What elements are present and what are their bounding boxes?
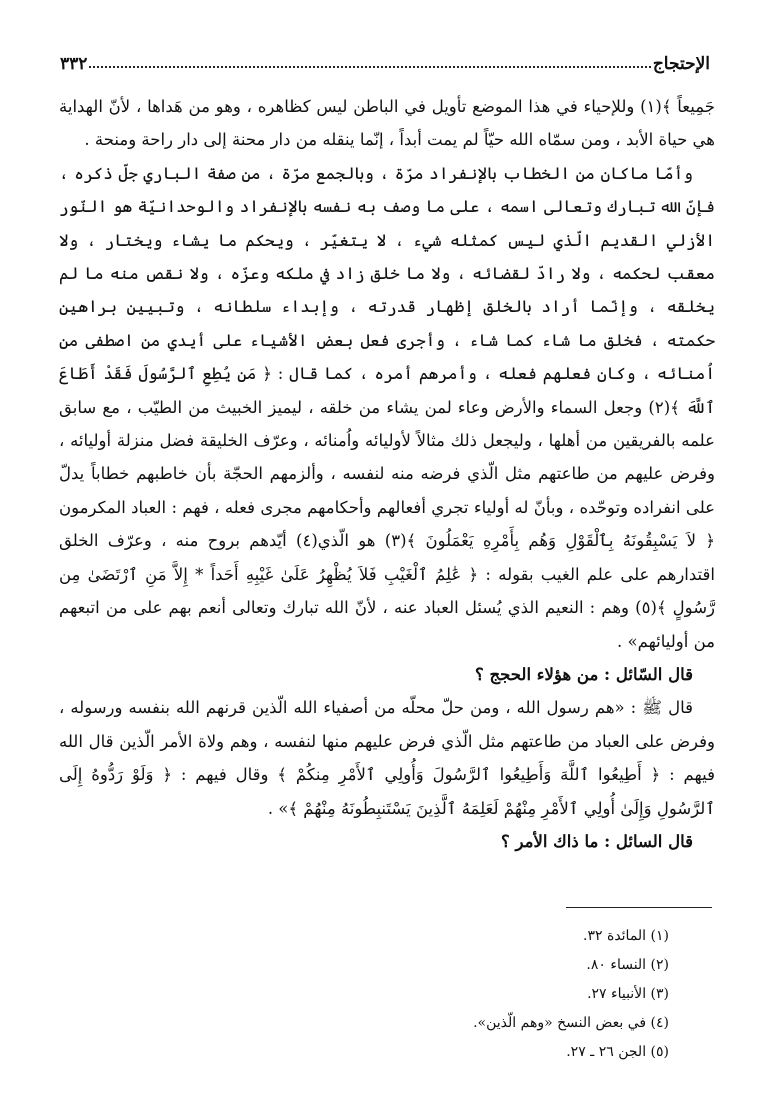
- paragraph-singular-plural-address: وأمّا ماكان من الخطاب بالإنفراد مرّة ، وبالجمع مرّة ، من صفة الباري جلّ ذكره ، فإنّ الله تبارك وتعالى اسمه ، على ما وصف به نفسه بالإنفراد والوحدانيّة هو النّور الأزلي القديم الّذي ليس كمثله شيء ، لا يتغيّر ، ويحكم ما يشاء ويختار ، ولا معقب لحكمه ، ولا رادّ لقضائه ، ولا ما خلق زاد في ملكه وعزّه ، ولا نقص منه ما لم يخلقه ، وإنّما أراد بالخلق إظهار قدرته ، وإبداء سلطانه ، وتبيين براهين حكمته ، فخلق ما شاء كما شاء ، وأجرى فعل بعض الأشياء على أيدي من اصطفى من اُمنائه ، وكان فعلهم فعله ، وأمرهم أمره ، كما قال : ﴿ مَن يُطِعِ ٱلرَّسُولَ فَقَدْ أَطَاعَ ٱللَّهَ ﴾(٢) وجعل السماء والأرض وعاء لمن يشاء من خلقه ، ليميز الخبيث من الطيّب ، مع سابق علمه بالفريقين من أهلها ، وليجعل ذلك مثالاً لأوليائه واُمنائه ، وعرّف الخليقة فضل منزلة أوليائه ، وفرض عليهم من طاعتهم مثل الّذي فرضه منه لنفسه ، وألزمهم الحجّة بأن خاطبهم خطاباً يدلّ على انفراده وتوحّده ، وبأنّ له أولياء تجري أفعالهم وأحكامهم مجرى فعله ، فهم : العباد المكرمون ﴿ لاَ يَسْبِقُونَهُ بِٱلْقَوْلِ وَهُم بِأَمْرِهِ يَعْمَلُونَ ﴾(٣) هو الّذي(٤) أيّدهم بروح منه ، وعرّف الخلق اقتدارهم على علم الغيب بقوله : ﴿ عَٰلِمُ ٱلْغَيْبِ فَلاَ يُظْهِرُ عَلَىٰ غَيْبِهِ أَحَداً * إِلاَّ مَنِ ٱرْتَضَىٰ مِن رَّسُولٍ ﴾(٥) وهم : النعيم الذي يُسئل العباد عنه ، لأنّ الله تبارك وتعالى أنعم بهم على من اتبعهم من أوليائهم» .: [59, 163, 716, 651]
- running-title: الإحتجاج: [652, 54, 710, 74]
- page-header: [60, 42, 710, 74]
- footnote-1: (١) المائدة ٣٢.: [583, 928, 669, 944]
- dot-leader: [89, 65, 650, 68]
- paragraph-opening: جَمِيعاً ﴾(١) وللإحياء في هذا الموضع تأويل في الباطن ليس كظاهره ، وهو من هَداها ، لأنّ الهداية هي حياة الأبد ، ومن سمّاه الله حيّاً لم يمت أبداً ، إنّما ينقله من دار محنة إلى دار راحة ومنحة .: [59, 97, 715, 150]
- page-number: ٣٣٢: [60, 54, 88, 74]
- footnote-separator: [566, 907, 712, 908]
- footnote-4: (٤) في بعض النسخ «وهم الّذين».: [473, 1015, 669, 1031]
- paragraph-answer: قال ﷺ : «هم رسول الله ، ومن حلّ محلّه من أصفياء الله الّذين قرنهم الله بنفسه ورسوله ، وفرض على العباد من طاعتهم مثل الّذي فرض عليهم منها لنفسه ، وهم ولاة الأمر الّذين قال الله فيهم : ﴿ أَطِيعُوا ٱللَّهَ وَأَطِيعُوا ٱلرَّسُولَ وَأُولِي ٱلأَمْرِ مِنكُمْ ﴾ وقال فيهم : ﴿ وَلَوْ رَدُّوهُ إِلَى ٱلرَّسُولِ وَإِلَىٰ أُولِي ٱلأَمْرِ مِنْهُمْ لَعَلِمَهُ ٱلَّذِينَ يَسْتَنبِطُونَهُ مِنْهُمْ ﴾» .: [59, 698, 715, 818]
- question-who-are-proofs: قال السّائل : من هؤلاء الحجج ؟: [474, 664, 693, 684]
- footnote-5: (٥) الجن ٢٦ ـ ٢٧.: [566, 1044, 669, 1060]
- footnote-2: (٢) النساء ٨٠.: [586, 957, 669, 973]
- footnotes: [269, 922, 669, 1067]
- main-text: [59, 90, 715, 858]
- question-what-is-command: قال السائل : ما ذاك الأمر ؟: [501, 831, 693, 851]
- footnote-3: (٣) الأنبياء ٢٧.: [587, 986, 669, 1002]
